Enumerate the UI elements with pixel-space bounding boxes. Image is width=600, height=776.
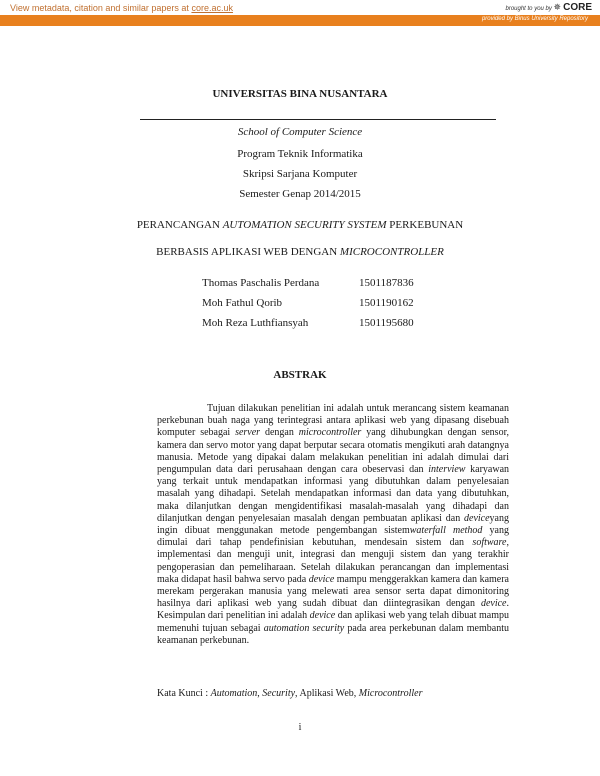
thesis-title-line2: BERBASIS APLIKASI WEB DENGAN MICROCONTROLLER [156,246,444,258]
core-brought-by [506,2,593,13]
semester: Semester Genap 2014/2015 [239,188,361,200]
keywords: Kata Kunci : Automation, Security, Aplikasi Web, Microcontroller [157,688,423,699]
program-name: Program Teknik Informatika [237,148,363,160]
author-id: 1501195680 [359,317,414,329]
author-name: Thomas Paschalis Perdana [202,277,320,289]
core-link-site[interactable]: core.ac.uk [191,3,233,13]
school-name: School of Computer Science [237,126,363,138]
core-link-prefix: View metadata, citation and similar papers at [10,3,192,13]
abstract-heading: ABSTRAK [273,369,327,381]
author-list [202,277,432,337]
university-title: UNIVERSITAS BINA NUSANTARA [212,88,388,100]
thesis-title-line1: PERANCANGAN AUTOMATION SECURITY SYSTEM PERKEBUNAN [136,219,464,231]
core-logo-text[interactable]: CORE [563,2,592,13]
author-row [202,277,432,297]
core-brought-text: brought to you by [505,6,552,12]
core-banner [0,0,600,15]
core-logo-icon[interactable]: ✵ [553,2,562,12]
core-provided-text[interactable]: provided by Binus University Repository [481,16,588,22]
author-id: 1501190162 [359,297,414,309]
core-provided-bar [0,15,600,26]
degree-name: Skripsi Sarjana Komputer [242,168,358,180]
author-row [202,297,432,317]
core-metadata-link[interactable] [10,3,233,13]
page-number: i [298,722,302,733]
abstract-body: Tujuan dilakukan penelitian ini adalah untuk merancang sistem keamanan perkebunan buah naga yang terintegrasi antara aplikasi web yang dipasang disebuah komputer sebagai server dengan microcontroller yang dihubungkan dengan sensor, kamera dan servo motor yang dapat berputar secara otomatis mengikuti arah datangnya manusia. Metode yang dipakai dalam melakukan penelitian ini adalah dimulai dari pengumpulan data dari perusahaan dengan cara obeservasi dan interview karyawan yang terkait untuk mendapatkan informasi yang dibutuhkan dalam penyelesaian masalah yang dihadapi. Setelah mendapatkan informasi dan data yang dibutuhkan, maka dilanjutkan dengan mengidentifikasi masalah-masalah yang dihadapi dan dilanjutkan dengan penyelesaian masalah dengan pembuatan aplikasi dan deviceyang ingin dibuat menggunakan metode pengembangan sistemwaterfall method yang dimulai dari tahap pendefinisian kebutuhan, mendesain sistem dan software, implementasi dan menguji unit, integrasi dan menguji sistem dan yang terakhir pengoperasian dan pemeliharaan. Setelah dilakukan perancangan dan implementasi maka didapat hasil bahwa servo pada device mampu menggerakkan kamera dan kamera merekam pergerakan manusia yang melewati area sensor serta dapat dimonitoring hasilnya dari aplikasi web yang sudah dibuat dan diintegrasikan dengan device. Kesimpulan dari penelitian ini adalah device dan aplikasi web yang telah dibuat mampu memenuhi tujuan sebagai automation security pada area perkebunan dalam membantu keamanan perkebunan. [157,403,510,646]
author-name: Moh Reza Luthfiansyah [202,317,309,329]
header-rule [140,119,496,120]
author-row [202,317,432,337]
author-id: 1501187836 [359,277,414,289]
author-name: Moh Fathul Qorib [202,297,283,309]
